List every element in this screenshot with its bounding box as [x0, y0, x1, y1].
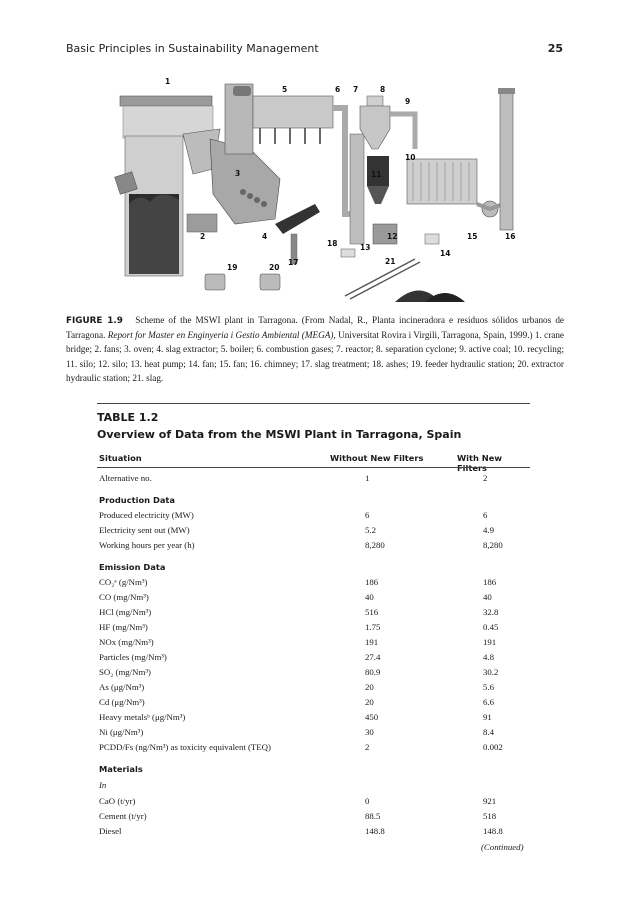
page-number: 25 — [547, 42, 563, 55]
cell-with: 8,280 — [483, 540, 503, 550]
cell-without: 88.5 — [365, 811, 381, 821]
plant-scheme-figure — [95, 74, 535, 304]
table-row — [97, 796, 530, 810]
cell-without: 186 — [365, 577, 379, 587]
cell-with: 921 — [483, 796, 497, 806]
section-heading — [97, 562, 530, 576]
cell-without: 27.4 — [365, 652, 381, 662]
caption-label: FIGURE 1.9 — [66, 316, 123, 326]
table-top-rule — [97, 403, 530, 404]
caption-report-title: Report for Master en Enginyeria i Gestio Ambiental (MEGA), — [107, 330, 336, 341]
cell-without: 0 — [365, 796, 370, 806]
cell-with: 40 — [483, 592, 492, 602]
cell-without: 1 — [365, 473, 370, 483]
cell-without: 5.2 — [365, 525, 376, 535]
cell-with: 186 — [483, 577, 497, 587]
row-label: Electricity sent out (MW) — [99, 525, 190, 535]
row-label: CO₂ᵃ (g/Nm³) — [99, 577, 148, 587]
figure-callout: 11 — [371, 170, 382, 179]
subsection-label: In — [99, 780, 107, 790]
figure-callout: 15 — [467, 232, 478, 241]
row-label: Heavy metalsᵇ (μg/Nm³) — [99, 712, 186, 722]
figure-callout: 14 — [440, 249, 451, 258]
table-row — [97, 742, 530, 756]
row-label: NOx (mg/Nm³) — [99, 637, 154, 647]
table-row — [97, 622, 530, 636]
row-label: HF (mg/Nm³) — [99, 622, 148, 632]
table-row — [97, 826, 530, 840]
figure-callout: 7 — [353, 85, 359, 94]
cell-with: 0.45 — [483, 622, 499, 632]
cell-without: 30 — [365, 727, 374, 737]
figure-callout: 10 — [405, 153, 416, 162]
figure-callout: 13 — [360, 243, 371, 252]
cell-without: 516 — [365, 607, 379, 617]
row-label: HCl (mg/Nm³) — [99, 607, 152, 617]
cell-without: 20 — [365, 697, 374, 707]
row-label: Cd (μg/Nm³) — [99, 697, 145, 707]
section-label: Emission Data — [99, 562, 166, 572]
row-label: Alternative no. — [99, 473, 152, 483]
table-row — [97, 592, 530, 606]
cell-without: 6 — [365, 510, 370, 520]
figure-callout: 20 — [269, 263, 280, 272]
row-label: Ni (μg/Nm³) — [99, 727, 144, 737]
cell-without: 1.75 — [365, 622, 381, 632]
running-head — [66, 42, 563, 58]
row-label: Cement (t/yr) — [99, 811, 147, 821]
cell-with: 0.002 — [483, 742, 503, 752]
row-label: Diesel — [99, 826, 122, 836]
column-header: Situation — [99, 453, 142, 463]
section-heading — [97, 495, 530, 509]
cell-without: 80.9 — [365, 667, 381, 677]
cell-with: 4.9 — [483, 525, 494, 535]
table-row — [97, 510, 530, 524]
cell-with: 191 — [483, 637, 497, 647]
cell-without: 8,280 — [365, 540, 385, 550]
cell-with: 2 — [483, 473, 488, 483]
figure-caption — [66, 313, 564, 385]
table-row — [97, 811, 530, 825]
figure-callout: 12 — [387, 232, 398, 241]
table-row — [97, 607, 530, 621]
section-heading — [97, 764, 530, 778]
cell-without: 2 — [365, 742, 370, 752]
cell-with: 6 — [483, 510, 488, 520]
figure-callout: 16 — [505, 232, 516, 241]
cell-without: 20 — [365, 682, 374, 692]
table-title: Overview of Data from the MSWI Plant in Tarragona, Spain — [97, 428, 462, 441]
cell-without: 450 — [365, 712, 379, 722]
table-row — [97, 727, 530, 741]
table-row — [97, 697, 530, 711]
caption-text: Scheme of the MSWI plant in Tarragona. (From Nadal, R., Planta incineradora e residuos sólidos urbanos de Tarragona. — [66, 315, 564, 341]
table-row — [97, 525, 530, 539]
figure-callout: 3 — [235, 169, 241, 178]
table-row — [97, 682, 530, 696]
table-row — [97, 667, 530, 681]
figure-callout: 19 — [227, 263, 238, 272]
row-label: CaO (t/yr) — [99, 796, 136, 806]
row-label: As (μg/Nm³) — [99, 682, 145, 692]
figure-callout: 18 — [327, 239, 338, 248]
column-header: With New Filters — [457, 453, 502, 473]
cell-with: 148.8 — [483, 826, 503, 836]
cell-with: 30.2 — [483, 667, 499, 677]
table-row — [97, 473, 530, 487]
row-label: Particles (mg/Nm³) — [99, 652, 167, 662]
figure-callout: 9 — [405, 97, 411, 106]
cell-with: 8.4 — [483, 727, 494, 737]
figure-callout: 8 — [380, 85, 386, 94]
table-header — [97, 453, 530, 473]
table-row — [97, 577, 530, 591]
row-label: Working hours per year (h) — [99, 540, 195, 550]
running-title: Basic Principles in Sustainability Management — [66, 42, 319, 55]
row-label: CO (mg/Nm³) — [99, 592, 149, 602]
figure-callout: 6 — [335, 85, 341, 94]
cell-without: 40 — [365, 592, 374, 602]
header-rule — [97, 467, 530, 468]
row-label: Produced electricity (MW) — [99, 510, 194, 520]
row-label: PCDD/Fs (ng/Nm³) as toxicity equivalent (TEQ) — [99, 742, 271, 752]
cell-with: 6.6 — [483, 697, 494, 707]
table-row — [97, 540, 530, 554]
cell-without: 148.8 — [365, 826, 385, 836]
column-header: Without New Filters — [330, 453, 424, 463]
cell-with: 32.8 — [483, 607, 499, 617]
figure-callout: 2 — [200, 232, 206, 241]
section-label: Production Data — [99, 495, 175, 505]
cell-with: 5.6 — [483, 682, 494, 692]
section-label: Materials — [99, 764, 143, 774]
figure-callout: 17 — [288, 258, 299, 267]
figure-callout: 21 — [385, 257, 396, 266]
table-row — [97, 637, 530, 651]
table-row — [97, 712, 530, 726]
caption-text-end: Universitat Rovira i Virgili, Tarragona, Spain, 1999.) 1. crane bridge; 2. fans; 3. oven; 4. slag extractor; 5. boiler; 6. combustion gases; 7. reactor; 8. separation cyclone; 9. active coal; 10. recycling; 11. silo; 12. silo; 13. heat pump; 14. fan; 15. fan; 16. chimney; 17. slag treatment; 18. ashes; 19. feeder hydraulic station; 20. extractor hydraulic station; 21. slag. — [66, 330, 565, 383]
cell-without: 191 — [365, 637, 379, 647]
plant-scheme-drawing — [95, 74, 535, 304]
table-row — [97, 652, 530, 666]
figure-callout: 5 — [282, 85, 288, 94]
continued-note: (Continued) — [481, 842, 524, 852]
figure-callout: 1 — [165, 77, 171, 86]
subsection-heading — [97, 780, 530, 794]
cell-with: 4.8 — [483, 652, 494, 662]
figure-callout: 4 — [262, 232, 268, 241]
cell-with: 518 — [483, 811, 497, 821]
cell-with: 91 — [483, 712, 492, 722]
table-label: TABLE 1.2 — [97, 411, 159, 424]
row-label: SO₂ (mg/Nm³) — [99, 667, 151, 677]
